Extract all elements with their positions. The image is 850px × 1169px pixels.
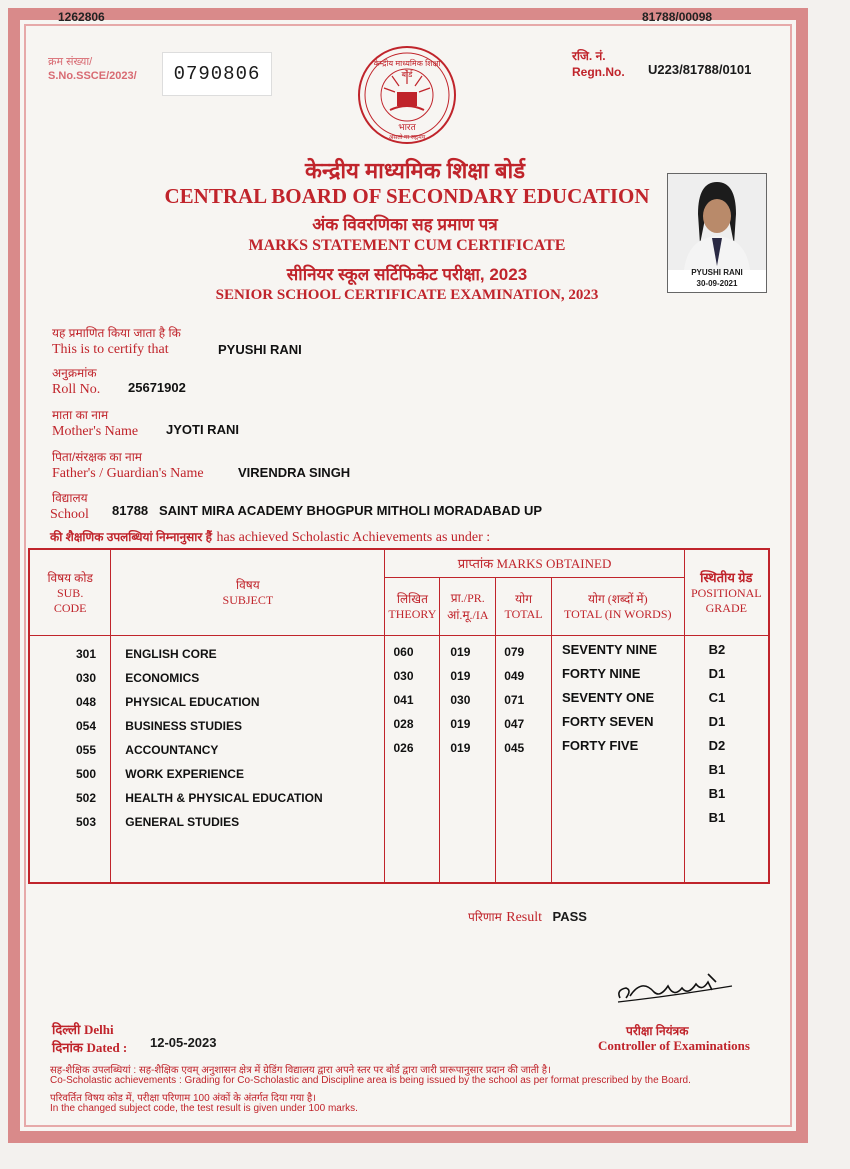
practical-marks: 019 bbox=[450, 716, 471, 731]
issue-date: 12-05-2023 bbox=[150, 1035, 217, 1050]
theory-column bbox=[385, 635, 440, 883]
top-right-number: 81788/00098 bbox=[642, 10, 713, 24]
roll-label-hi: अनुक्रमांक bbox=[52, 366, 97, 380]
header-total bbox=[496, 577, 552, 635]
theory-marks: 041 bbox=[393, 692, 414, 707]
grade-column bbox=[684, 635, 769, 883]
header-grade-hi: स्थितीय ग्रेड bbox=[700, 570, 753, 586]
student-name: PYUSHI RANI bbox=[218, 342, 302, 357]
regn-number: U223/81788/0101 bbox=[648, 62, 752, 77]
words-column bbox=[551, 635, 684, 883]
subject-code: 055 bbox=[76, 742, 97, 757]
header-total-words bbox=[551, 577, 684, 635]
dated-label-en: Dated : bbox=[86, 1040, 128, 1055]
marks-table bbox=[28, 548, 770, 884]
total-marks: 071 bbox=[504, 692, 525, 707]
header-theory bbox=[385, 577, 440, 635]
serial-label-hi: क्रम संख्या/ bbox=[48, 56, 93, 68]
positional-grade: B1 bbox=[708, 809, 726, 825]
subject-name: WORK EXPERIENCE bbox=[125, 766, 244, 781]
subject-code: 500 bbox=[76, 766, 97, 781]
dated-label-hi: दिनांक bbox=[52, 1040, 83, 1055]
certify-label-en: This is to certify that bbox=[52, 342, 169, 357]
place-en: Delhi bbox=[83, 1022, 114, 1037]
school-label-hi: विद्यालय bbox=[52, 491, 88, 505]
practical-marks: 019 bbox=[450, 668, 471, 683]
header-total-hi: योग bbox=[515, 592, 532, 606]
mother-name: JYOTI RANI bbox=[166, 422, 239, 437]
positional-grade: D2 bbox=[708, 737, 726, 753]
father-label-hi: पिता/संरक्षक का नाम bbox=[52, 450, 142, 464]
total-marks: 045 bbox=[504, 740, 525, 755]
regn-label-en: Regn.No. bbox=[572, 65, 625, 79]
header-pr-en: आं.मू./IA bbox=[447, 608, 489, 622]
controller-signature-icon bbox=[612, 968, 742, 1008]
serial-number: 0790806 bbox=[162, 52, 272, 96]
subject-name: HEALTH & PHYSICAL EDUCATION bbox=[125, 790, 323, 805]
total-in-words: FORTY NINE bbox=[561, 665, 641, 681]
total-in-words: SEVENTY NINE bbox=[561, 641, 658, 657]
header-pr-hi: प्रा./PR. bbox=[450, 591, 485, 605]
header-code-en2: CODE bbox=[53, 600, 87, 615]
subject-name: ECONOMICS bbox=[125, 670, 200, 685]
mother-label-en: Mother's Name bbox=[52, 424, 139, 439]
header-code bbox=[29, 549, 111, 635]
achievement-label-en: has achieved Scholastic Achievements as under : bbox=[216, 530, 491, 545]
document-title-en: MARKS STATEMENT CUM CERTIFICATE bbox=[248, 237, 566, 254]
board-name-hi: केन्द्रीय माध्यमिक शिक्षा बोर्ड bbox=[305, 158, 525, 183]
controller-title-hi: परीक्षा नियंत्रक bbox=[626, 1024, 689, 1038]
note-co-scholastic-en: Co-Scholastic achievements : Grading for Co-Scholastic and Discipline area is being issued by the school as per format prescribed by the Board. bbox=[50, 1075, 691, 1086]
total-in-words: SEVENTY ONE bbox=[561, 689, 655, 705]
subject-code: 030 bbox=[76, 670, 97, 685]
subject-column bbox=[111, 635, 385, 883]
controller-title-en: Controller of Examinations bbox=[598, 1038, 750, 1053]
positional-grade: B1 bbox=[708, 761, 726, 777]
board-name-en: CENTRAL BOARD OF SECONDARY EDUCATION bbox=[164, 184, 650, 208]
header-marks-obtained bbox=[385, 549, 684, 577]
mother-label-hi: माता का नाम bbox=[52, 408, 109, 422]
header-words-hi: योग (शब्दों में) bbox=[587, 592, 648, 606]
total-in-words: FORTY FIVE bbox=[561, 737, 639, 753]
emblem-motto: असतो मा सद्गमय bbox=[388, 135, 426, 141]
result-value: PASS bbox=[552, 909, 587, 924]
note-changed-code-en: In the changed subject code, the test result is given under 100 marks. bbox=[50, 1103, 358, 1114]
positional-grade: C1 bbox=[708, 689, 726, 705]
positional-grade: D1 bbox=[708, 713, 726, 729]
student-photo-graphic bbox=[668, 174, 766, 270]
practical-marks: 019 bbox=[450, 644, 471, 659]
document-title-hi: अंक विवरणिका सह प्रमाण पत्र bbox=[312, 215, 498, 234]
theory-marks: 026 bbox=[393, 740, 414, 755]
subject-code: 054 bbox=[76, 718, 97, 733]
subject-name: BUSINESS STUDIES bbox=[125, 718, 242, 733]
subject-name: PHYSICAL EDUCATION bbox=[125, 694, 260, 709]
regn-label-hi: रजि. नं. bbox=[572, 49, 606, 63]
roll-number: 25671902 bbox=[128, 380, 186, 395]
header-marks-hi: प्राप्तांक bbox=[457, 556, 494, 572]
header-grade-en1: POSITIONAL bbox=[690, 586, 762, 601]
total-in-words: FORTY SEVEN bbox=[561, 713, 654, 729]
subject-code: 301 bbox=[76, 646, 97, 661]
theory-marks: 028 bbox=[393, 716, 414, 731]
header-subject bbox=[111, 549, 385, 635]
certify-label-hi: यह प्रमाणित किया जाता है कि bbox=[52, 326, 181, 340]
header-code-hi: विषय कोड bbox=[47, 570, 93, 585]
serial-label-en: S.No.SSCE/2023/ bbox=[48, 70, 137, 82]
subject-code: 503 bbox=[76, 814, 97, 829]
header-practical bbox=[440, 577, 496, 635]
total-marks: 049 bbox=[504, 668, 525, 683]
code-column bbox=[29, 635, 111, 883]
result-label-en: Result bbox=[506, 910, 543, 925]
header-words-en: TOTAL (IN WORDS) bbox=[564, 607, 672, 621]
header-grade-en2: GRADE bbox=[705, 601, 747, 616]
practical-marks: 019 bbox=[450, 740, 471, 755]
achievement-label-hi: की शैक्षणिक उपलब्धियां निम्नानुसार हैं bbox=[50, 530, 213, 544]
subject-code: 048 bbox=[76, 694, 97, 709]
theory-marks: 030 bbox=[393, 668, 414, 683]
note-co-scholastic-hi: सह-शैक्षिक उपलब्धियां : सह-शैक्षिक एवम् अनुशासन क्षेत्र में ग्रेडिंग विद्यालय द्वारा अपने स्तर पर बोर्ड द्वारा जारी प्रारूपानुसार प्रदान की जाती है। bbox=[50, 1065, 551, 1076]
practical-marks: 030 bbox=[450, 692, 471, 707]
dated-label bbox=[52, 1038, 127, 1056]
header-marks-en: MARKS OBTAINED bbox=[496, 556, 612, 572]
total-column bbox=[496, 635, 552, 883]
subject-name: GENERAL STUDIES bbox=[125, 814, 240, 829]
photo-caption-date: 30-09-2021 bbox=[696, 279, 738, 288]
header-theory-hi: लिखित bbox=[396, 592, 428, 606]
serial-label bbox=[48, 55, 137, 83]
place-hi: दिल्ली bbox=[52, 1022, 81, 1037]
positional-grade: B2 bbox=[708, 641, 726, 657]
father-name: VIRENDRA SINGH bbox=[238, 465, 351, 480]
achievement-line bbox=[50, 528, 490, 546]
header-subject-en: SUBJECT bbox=[222, 593, 274, 608]
student-photo bbox=[667, 173, 767, 293]
result-label-hi: परिणाम bbox=[468, 910, 502, 924]
total-marks: 047 bbox=[504, 716, 525, 731]
theory-marks: 060 bbox=[393, 644, 414, 659]
top-left-number: 1262806 bbox=[58, 10, 105, 24]
header-theory-en: THEORY bbox=[388, 607, 437, 621]
roll-label-en: Roll No. bbox=[52, 382, 101, 397]
result-line bbox=[468, 908, 587, 926]
practical-column bbox=[440, 635, 496, 883]
emblem-bottom-text: भारत bbox=[398, 122, 416, 132]
subject-code: 502 bbox=[76, 790, 97, 805]
exam-name-en: SENIOR SCHOOL CERTIFICATE EXAMINATION, 2023 bbox=[215, 287, 599, 303]
header-code-en1: SUB. bbox=[56, 585, 84, 600]
header-subject-hi: विषय bbox=[236, 578, 260, 593]
place bbox=[52, 1020, 114, 1038]
regn-label bbox=[572, 48, 625, 80]
header-grade bbox=[684, 549, 769, 635]
father-label-en: Father's / Guardian's Name bbox=[52, 466, 204, 481]
photo-caption-name: PYUSHI RANI bbox=[691, 268, 743, 277]
note-changed-code-hi: परिवर्तित विषय कोड में, परीक्षा परिणाम 100 अंकों के अंतर्गत दिया गया है। bbox=[50, 1093, 316, 1104]
positional-grade: B1 bbox=[708, 785, 726, 801]
exam-name-hi: सीनियर स्कूल सर्टिफिकेट परीक्षा, 2023 bbox=[286, 265, 528, 284]
school-label-en: School bbox=[50, 507, 89, 522]
total-marks: 079 bbox=[504, 644, 525, 659]
positional-grade: D1 bbox=[708, 665, 726, 681]
emblem-ring-text: केन्द्रीय माध्यमिक शिक्षा बोर्ड bbox=[373, 59, 441, 79]
subject-name: ACCOUNTANCY bbox=[125, 742, 219, 757]
header-total-en: TOTAL bbox=[504, 607, 543, 621]
subject-name: ENGLISH CORE bbox=[125, 646, 217, 661]
school-name: 81788 SAINT MIRA ACADEMY BHOGPUR MITHOLI MORADABAD UP bbox=[112, 503, 542, 518]
